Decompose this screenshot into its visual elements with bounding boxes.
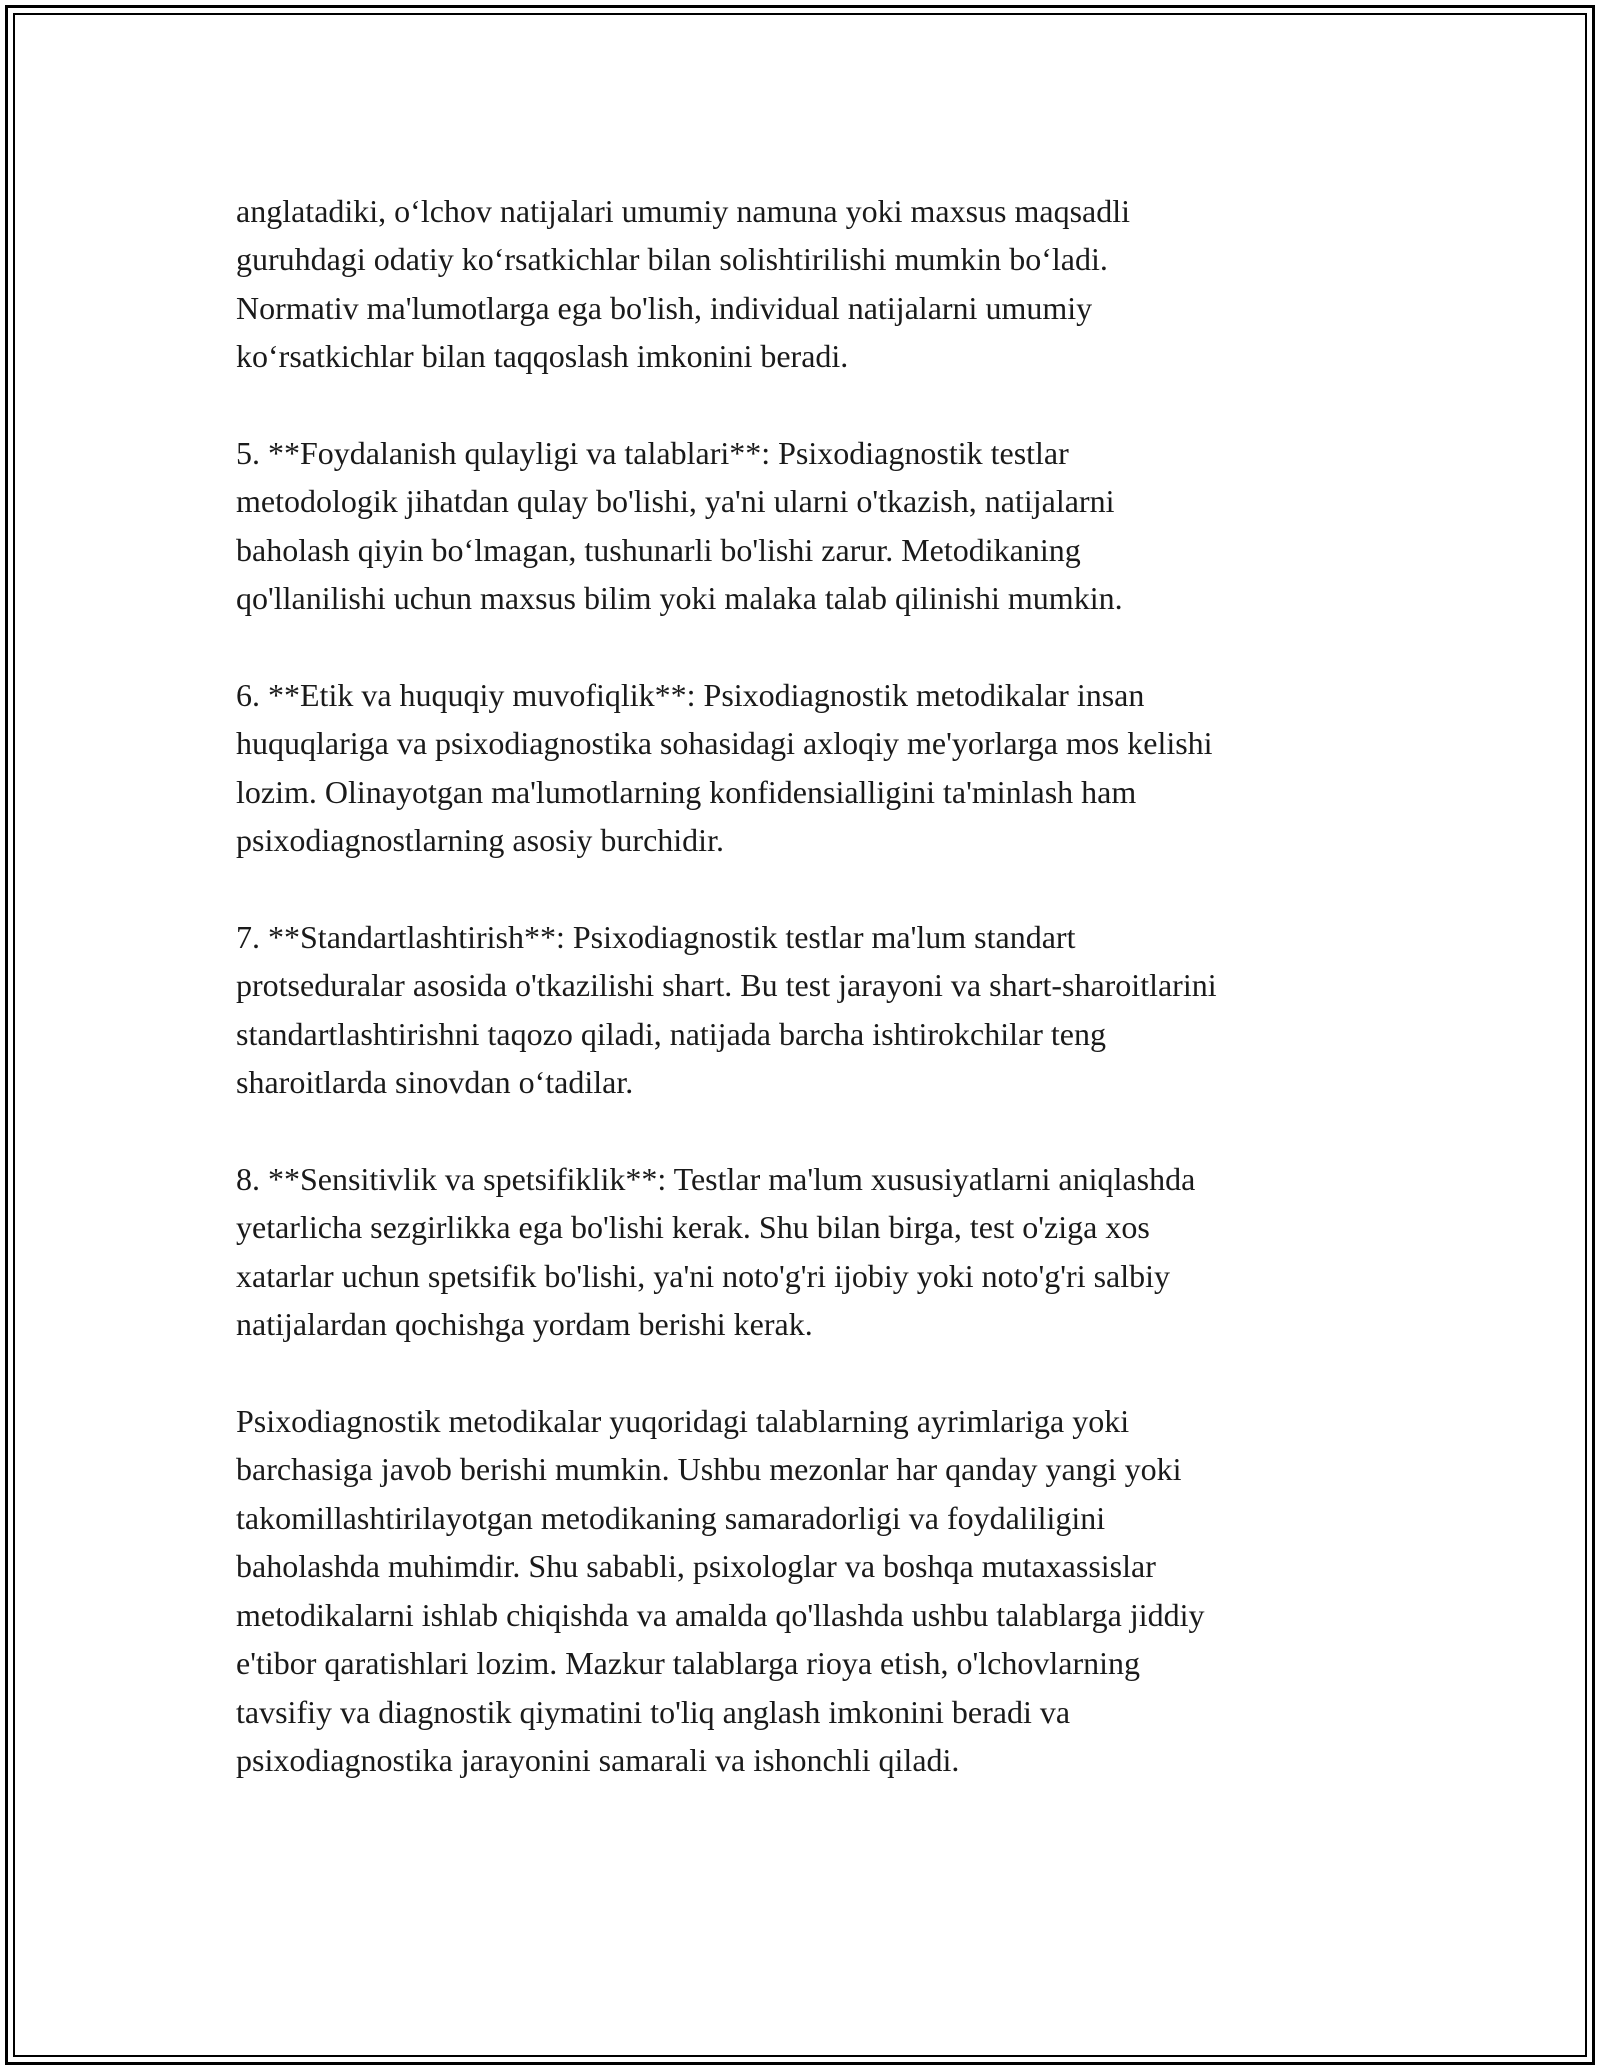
text-line: psixodiagnostlarning asosiy burchidir. [236, 822, 724, 859]
text-line: guruhdagi odatiy ko‘rsatkichlar bilan solishtirilishi mumkin bo‘ladi. [236, 241, 1108, 278]
text-line: Psixodiagnostik metodikalar yuqoridagi talablarning ayrimlariga yoki [236, 1403, 1130, 1440]
text-line: natijalardan qochishga yordam berishi kerak. [236, 1306, 813, 1343]
paragraph-item-5 [236, 429, 1386, 623]
text-line: 7. **Standartlashtirish**: Psixodiagnostik testlar ma'lum standart [236, 919, 1076, 956]
text-line: metodologik jihatdan qulay bo'lishi, ya'ni ularni o'tkazish, natijalarni [236, 483, 1115, 520]
text-line: huquqlariga va psixodiagnostika sohasidagi axloqiy me'yorlarga mos kelishi [236, 725, 1213, 762]
text-line: standartlashtirishni taqozo qiladi, natijada barcha ishtirokchilar teng [236, 1015, 1106, 1052]
text-line: ko‘rsatkichlar bilan taqqoslash imkonini beradi. [236, 338, 849, 375]
text-line: barchasiga javob berishi mumkin. Ushbu mezonlar har qanday yangi yoki [236, 1451, 1182, 1488]
text-line: psixodiagnostika jarayonini samarali va ishonchli qiladi. [236, 1741, 960, 1778]
text-line: baholashda muhimdir. Shu sababli, psixologlar va boshqa mutaxassislar [236, 1548, 1156, 1585]
paragraph-item-7 [236, 913, 1386, 1107]
text-line: 5. **Foydalanish qulayligi va talablari**: Psixodiagnostik testlar [236, 435, 1069, 472]
text-line: tavsifiy va diagnostik qiymatini to'liq anglash imkonini beradi va [236, 1693, 1071, 1730]
text-line: lozim. Olinayotgan ma'lumotlarning konfidensialligini ta'minlash ham [236, 773, 1137, 810]
paragraph-item-8 [236, 1155, 1386, 1349]
text-line: e'tibor qaratishlari lozim. Mazkur talablarga rioya etish, o'lchovlarning [236, 1645, 1140, 1682]
text-line: anglatadiki, o‘lchov natijalari umumiy namuna yoki maxsus maqsadli [236, 193, 1131, 229]
text-line: 8. **Sensitivlik va spetsifiklik**: Testlar ma'lum xususiyatlarni aniqlashda [236, 1161, 1196, 1198]
text-line: baholash qiyin bo‘lmagan, tushunarli bo'lishi zarur. Metodikaning [236, 531, 1081, 568]
paragraph-item-6 [236, 671, 1386, 865]
text-line: 6. **Etik va huquqiy muvofiqlik**: Psixodiagnostik metodikalar insan [236, 677, 1145, 714]
document-body [236, 187, 1386, 1833]
text-line: xatarlar uchun spetsifik bo'lishi, ya'ni noto'g'ri ijobiy yoki noto'g'ri salbiy [236, 1257, 1171, 1294]
text-line: protseduralar asosida o'tkazilishi shart. Bu test jarayoni va shart-sharoitlarini [236, 967, 1217, 1004]
paragraph-normative-data [236, 187, 1386, 381]
paragraph-conclusion [236, 1397, 1386, 1784]
text-line: qo'llanilishi uchun maxsus bilim yoki malaka talab qilinishi mumkin. [236, 580, 1123, 617]
text-line: metodikalarni ishlab chiqishda va amalda qo'llashda ushbu talablarga jiddiy [236, 1596, 1205, 1633]
text-line: yetarlicha sezgirlikka ega bo'lishi kerak. Shu bilan birga, test o'ziga xos [236, 1209, 1150, 1246]
text-line: Normativ ma'lumotlarga ega bo'lish, individual natijalarni umumiy [236, 289, 1093, 326]
text-line: takomillashtirilayotgan metodikaning samaradorligi va foydaliligini [236, 1499, 1106, 1536]
text-line: sharoitlarda sinovdan o‘tadilar. [236, 1064, 634, 1101]
